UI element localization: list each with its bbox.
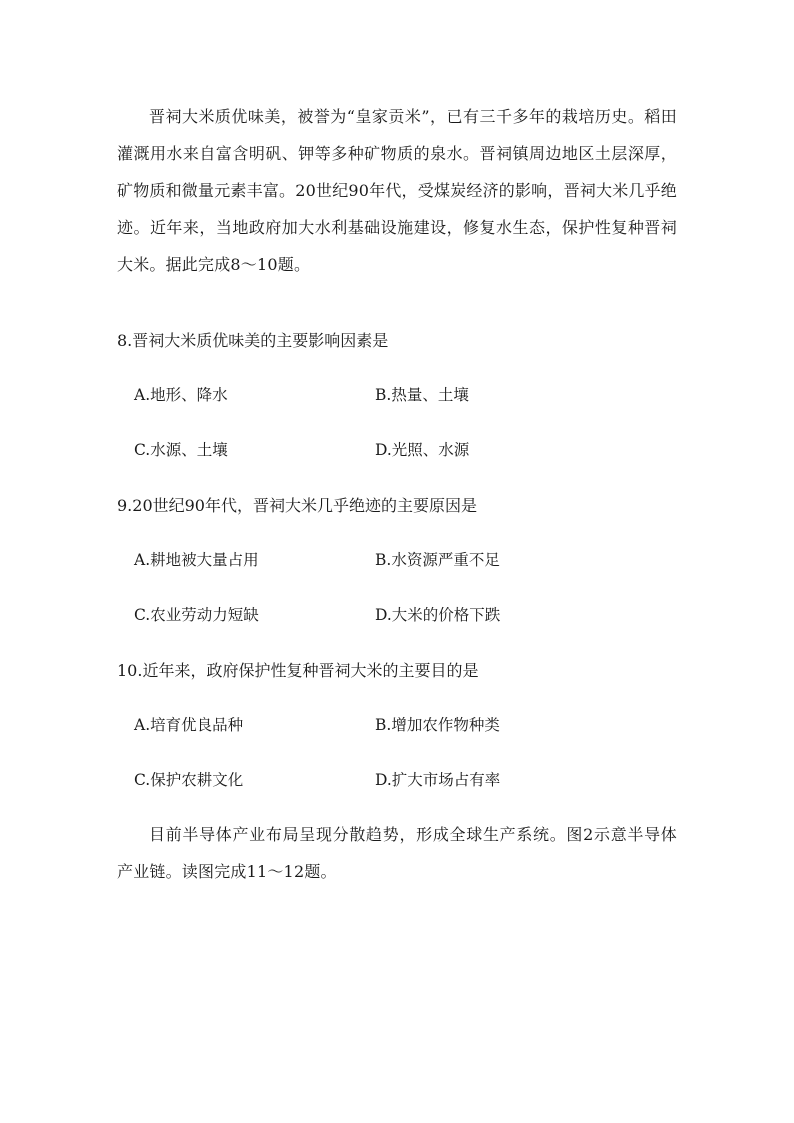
question-9-option-a: A.耕地被大量占用 — [134, 551, 259, 569]
question-10-stem: 10.近年来，政府保护性复种晋祠大米的主要目的是 — [117, 661, 479, 680]
question-10-option-b: B.增加农作物种类 — [375, 716, 500, 734]
question-9-option-b: B.水资源严重不足 — [375, 551, 500, 569]
question-10-option-c: C.保护农耕文化 — [134, 771, 244, 789]
passage-rice — [117, 98, 677, 283]
passage-semiconductor-text: 目前半导体产业布局呈现分散趋势，形成全球生产系统。图2示意半导体产业链。读图完成11～12题。 — [117, 825, 677, 881]
question-10-option-d: D.扩大市场占有率 — [375, 771, 501, 789]
question-9-stem: 9.20世纪90年代，晋祠大米几乎绝迹的主要原因是 — [117, 496, 477, 515]
question-8-option-a: A.地形、降水 — [134, 386, 228, 404]
question-8-option-c: C.水源、土壤 — [134, 441, 228, 459]
question-8-option-b: B.热量、土壤 — [375, 386, 469, 404]
question-8-option-d: D.光照、水源 — [375, 441, 470, 459]
question-8-stem: 8.晋祠大米质优味美的主要影响因素是 — [117, 331, 389, 350]
passage-semiconductor — [117, 816, 677, 890]
passage-rice-text: 晋祠大米质优味美，被誉为“皇家贡米”，已有三千多年的栽培历史。稻田灌溉用水来自富含明矾、钾等多种矿物质的泉水。晋祠镇周边地区土层深厚，矿物质和微量元素丰富。20世纪90年代，受煤炭经济的影响，晋祠大米几乎绝迹。近年来，当地政府加大水利基础设施建设，修复水生态，保护性复种晋祠大米。据此完成8～10题。 — [117, 107, 677, 274]
question-10-option-a: A.培育优良品种 — [134, 716, 244, 734]
question-9-option-d: D.大米的价格下跌 — [375, 606, 501, 624]
question-9-option-c: C.农业劳动力短缺 — [134, 606, 259, 624]
